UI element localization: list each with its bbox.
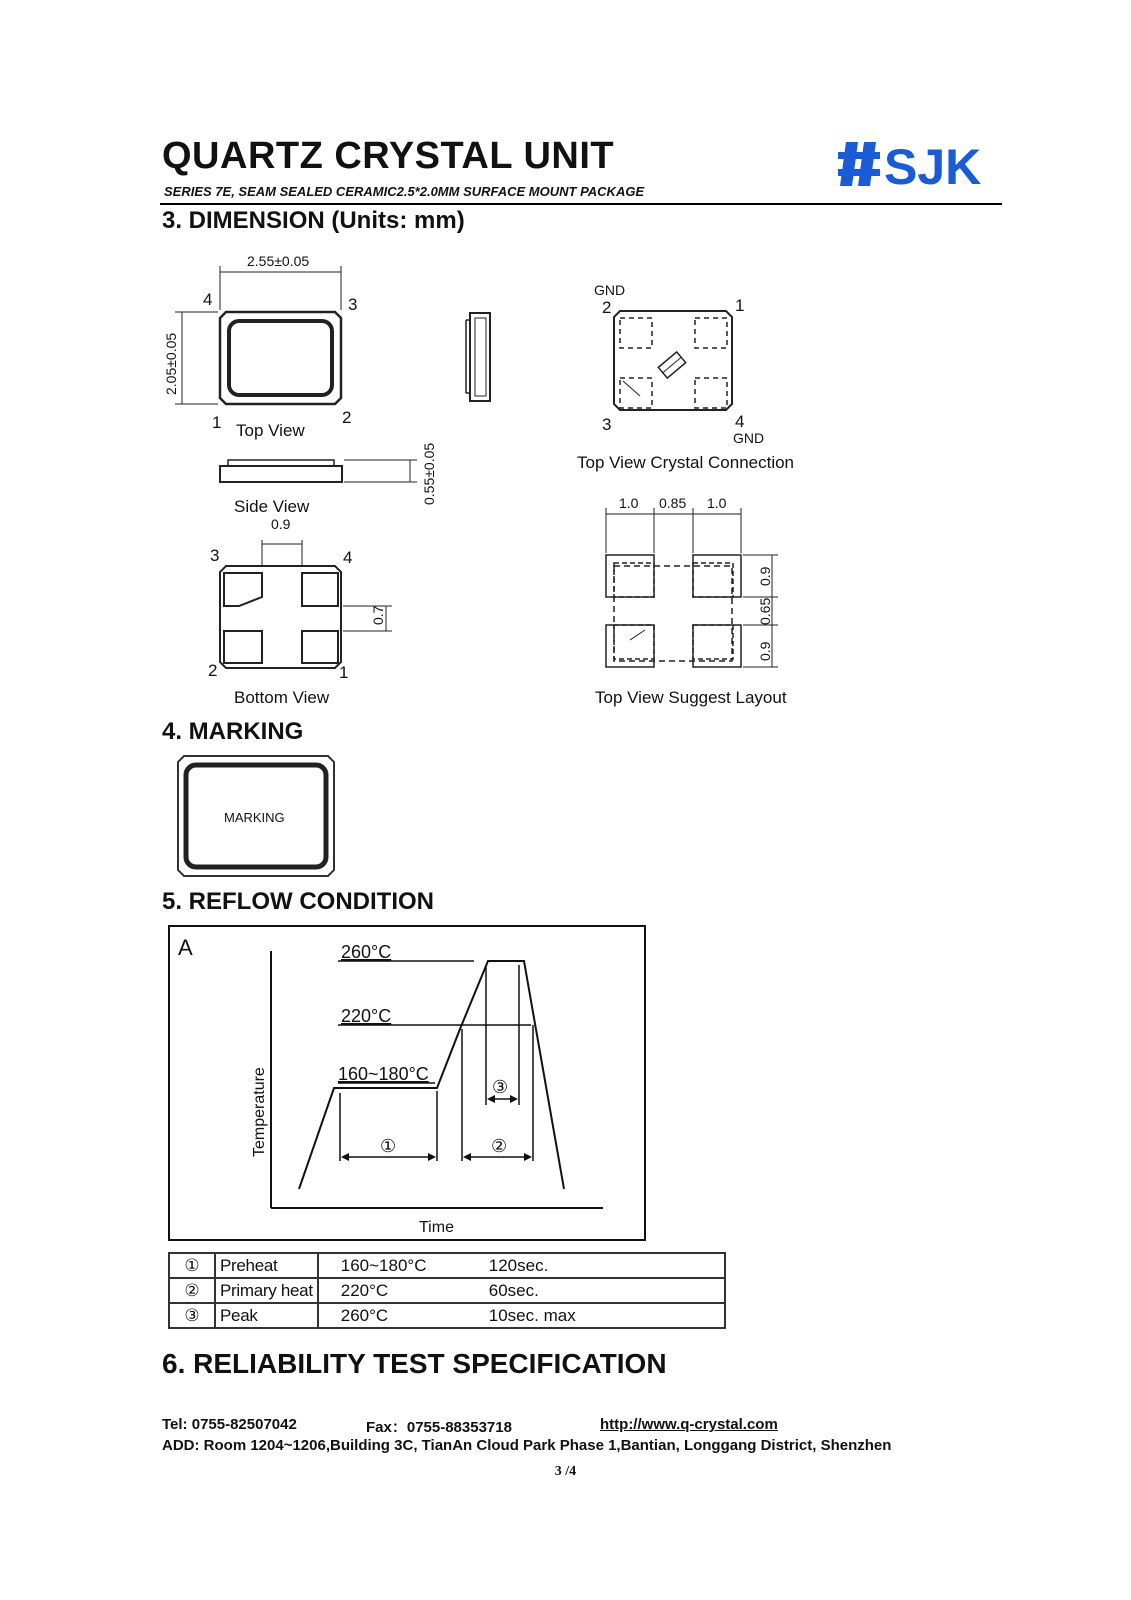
zone-1-label: ①	[380, 1136, 397, 1156]
gnd-label-top: GND	[594, 282, 626, 298]
row-time: 120sec.	[485, 1253, 725, 1278]
dimension-drawings	[0, 0, 1131, 720]
conn-pin-1: 1	[735, 296, 745, 315]
layout-dim-v3: 0.9	[757, 641, 773, 661]
row-name: Primary heat	[215, 1278, 318, 1303]
layout-dim-h1: 1.0	[619, 495, 639, 511]
temp-220-label: 220°C	[341, 1006, 392, 1026]
side-thickness-dim: 0.55±0.05	[421, 442, 437, 505]
row-temp: 160~180°C	[318, 1253, 485, 1278]
page-subtitle: SERIES 7E, SEAM SEALED CERAMIC2.5*2.0MM SURFACE MOUNT PACKAGE	[164, 184, 645, 199]
marking-drawing	[176, 754, 336, 878]
bottom-pad-dim: 0.7	[370, 605, 386, 625]
reflow-chart	[168, 925, 648, 1245]
table-row	[169, 1253, 725, 1278]
top-view-caption: Top View	[236, 421, 305, 440]
layout-dim-v1: 0.9	[757, 566, 773, 586]
table-row	[169, 1303, 725, 1328]
side-view-caption: Side View	[234, 497, 310, 516]
bottom-pin-4: 4	[343, 548, 353, 567]
y-axis-label: Temperature	[251, 1067, 268, 1157]
footer-address: ADD: Room 1204~1206,Building 3C, TianAn Cloud Park Phase 1,Bantian, Longgang District, Shenzhen	[162, 1437, 892, 1454]
row-num: ③	[169, 1303, 215, 1328]
reflow-table	[168, 1252, 726, 1329]
footer-tel: Tel: 0755-82507042	[162, 1416, 297, 1433]
top-height-dim: 2.05±0.05	[163, 332, 179, 395]
gnd-label-bottom: GND	[733, 430, 765, 446]
row-time: 10sec. max	[485, 1303, 725, 1328]
row-temp: 220°C	[318, 1278, 485, 1303]
logo-text: SJK	[884, 139, 982, 190]
chart-label-a: A	[178, 935, 193, 960]
bottom-pin-1: 1	[339, 663, 349, 682]
table-row	[169, 1278, 725, 1303]
bottom-view-package	[220, 540, 392, 668]
top-width-dim: 2.55±0.05	[247, 253, 310, 269]
footer-url-wrap	[600, 1416, 778, 1433]
temp-160-label: 160~180°C	[338, 1064, 429, 1084]
top-pin-3: 3	[348, 295, 358, 314]
layout-dim-h2: 0.85	[659, 495, 687, 511]
row-name: Preheat	[215, 1253, 318, 1278]
row-time: 60sec.	[485, 1278, 725, 1303]
bottom-pin-2: 2	[208, 661, 218, 680]
top-pin-4: 4	[203, 290, 213, 309]
top-pin-2: 2	[342, 408, 352, 427]
connection-caption: Top View Crystal Connection	[577, 453, 795, 472]
section-dimension-heading: 3. DIMENSION (Units: mm)	[162, 207, 465, 234]
zone-2-label: ②	[491, 1136, 508, 1156]
marking-text: MARKING	[224, 810, 285, 825]
row-num: ②	[169, 1278, 215, 1303]
side-view-package	[220, 460, 417, 482]
connection-view-package	[614, 311, 732, 410]
zone-3-label: ③	[492, 1077, 509, 1097]
footer-fax: Fax：0755-88353718	[366, 1419, 512, 1436]
suggest-layout-drawing	[606, 508, 778, 667]
row-num: ①	[169, 1253, 215, 1278]
section-marking-heading: 4. MARKING	[162, 718, 304, 745]
x-axis-label: Time	[419, 1219, 454, 1236]
bottom-pin-3: 3	[210, 546, 220, 565]
row-name: Peak	[215, 1303, 318, 1328]
layout-caption: Top View Suggest Layout	[595, 688, 787, 707]
layout-dim-v2: 0.65	[757, 597, 773, 625]
conn-pin-4: 4	[735, 412, 745, 431]
section-reflow-heading: 5. REFLOW CONDITION	[162, 888, 434, 915]
row-temp: 260°C	[318, 1303, 485, 1328]
conn-pin-3: 3	[602, 415, 612, 434]
side-profile-vertical	[466, 313, 490, 401]
top-view-package	[175, 266, 341, 404]
layout-dim-h3: 1.0	[707, 495, 727, 511]
bottom-view-caption: Bottom View	[234, 688, 330, 707]
bottom-gap-dim: 0.9	[271, 516, 291, 532]
temp-260-label: 260°C	[341, 942, 392, 962]
conn-pin-2: 2	[602, 298, 612, 317]
section-reliability-heading: 6. RELIABILITY TEST SPECIFICATION	[162, 1348, 667, 1379]
page-title: QUARTZ CRYSTAL UNIT	[162, 135, 615, 177]
top-pin-1: 1	[212, 413, 222, 432]
page-number: 3 /4	[554, 1464, 577, 1479]
footer-url-link[interactable]: http://www.q-crystal.com	[600, 1416, 778, 1433]
